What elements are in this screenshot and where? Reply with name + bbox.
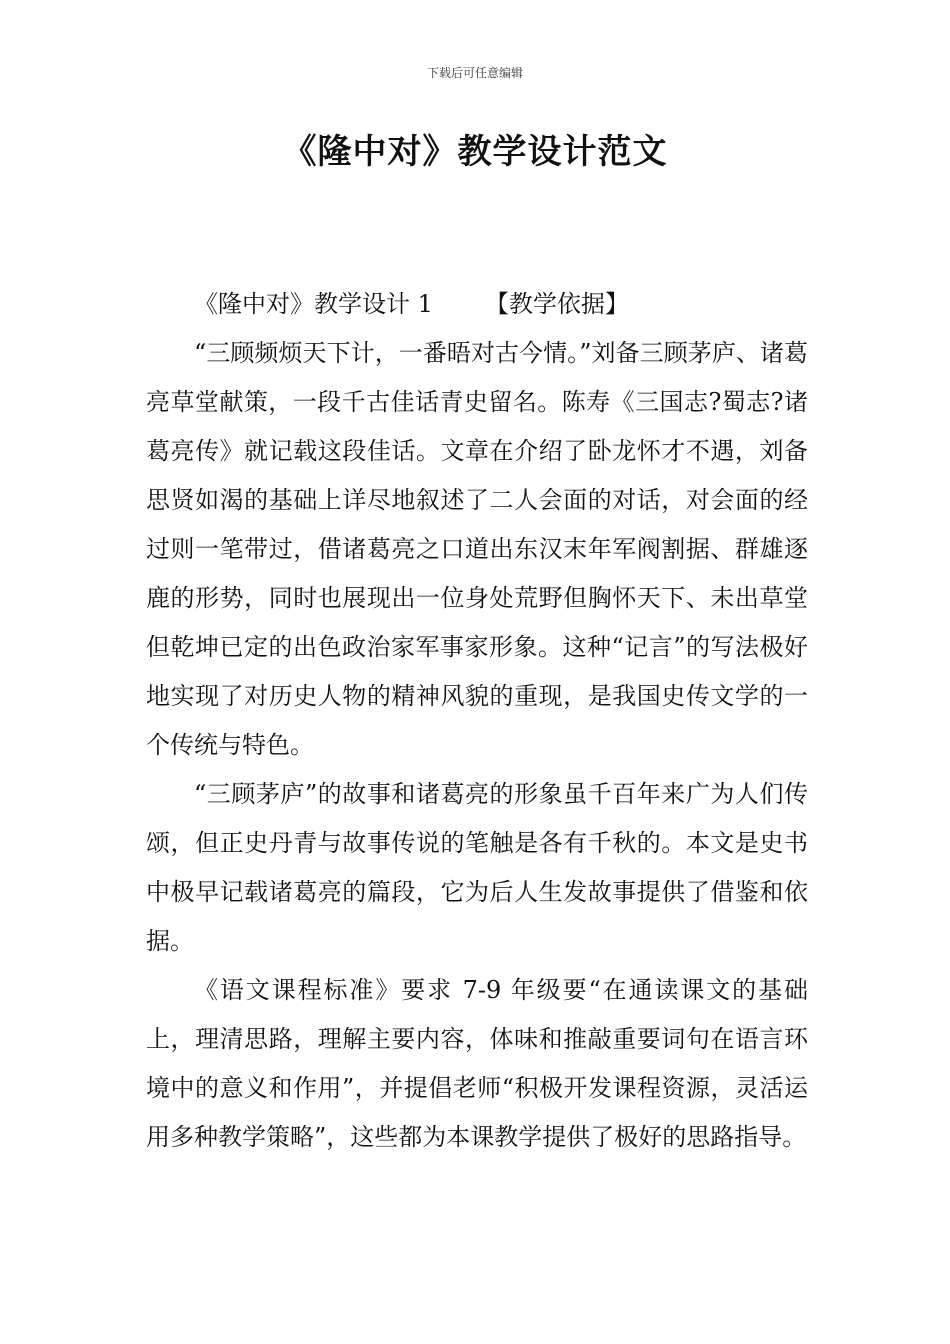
paragraph: “三顾茅庐”的故事和诸葛亮的形象虽千百年来广为人们传颂，但正史丹青与故事传说的笔触是各有千秋的。本文是史书中极早记载诸葛亮的篇段，它为后人生发故事提供了借鉴和依据。	[146, 780, 808, 955]
section-heading-line	[146, 280, 808, 329]
header-note: 下载后可任意编辑	[426, 66, 523, 80]
document-body	[146, 280, 808, 1162]
paragraph: 《语文课程标准》要求 7-9 年级要“在通读课文的基础上，理清思路，理解主要内容，体味和推敲重要词句在语言环境中的意义和作用”，并提倡老师“积极开发课程资源，灵活运用多种教学策略”，这些都为本课教学提供了极好的思路指导。	[146, 976, 808, 1151]
section-label: 【教学依据】	[484, 290, 629, 318]
section-heading: 《隆中对》教学设计 1	[194, 290, 433, 318]
paragraph: “三顾频烦天下计，一番晤对古今情。”刘备三顾茅庐、诸葛亮草堂献策，一段千古佳话青史留名。陈寿《三国志?蜀志?诸葛亮传》就记载这段佳话。文章在介绍了卧龙怀才不遇，刘备思贤如渴的基础上详尽地叙述了二人会面的对话，对会面的经过则一笔带过，借诸葛亮之口道出东汉末年军阀割据、群雄逐鹿的形势，同时也展现出一位身处荒野但胸怀天下、未出草堂但乾坤已定的出色政治家军事家形象。这种“记言”的写法极好地实现了对历史人物的精神风貌的重现，是我国史传文学的一个传统与特色。	[146, 339, 808, 759]
document-title: 《隆中对》教学设计范文	[282, 132, 668, 172]
